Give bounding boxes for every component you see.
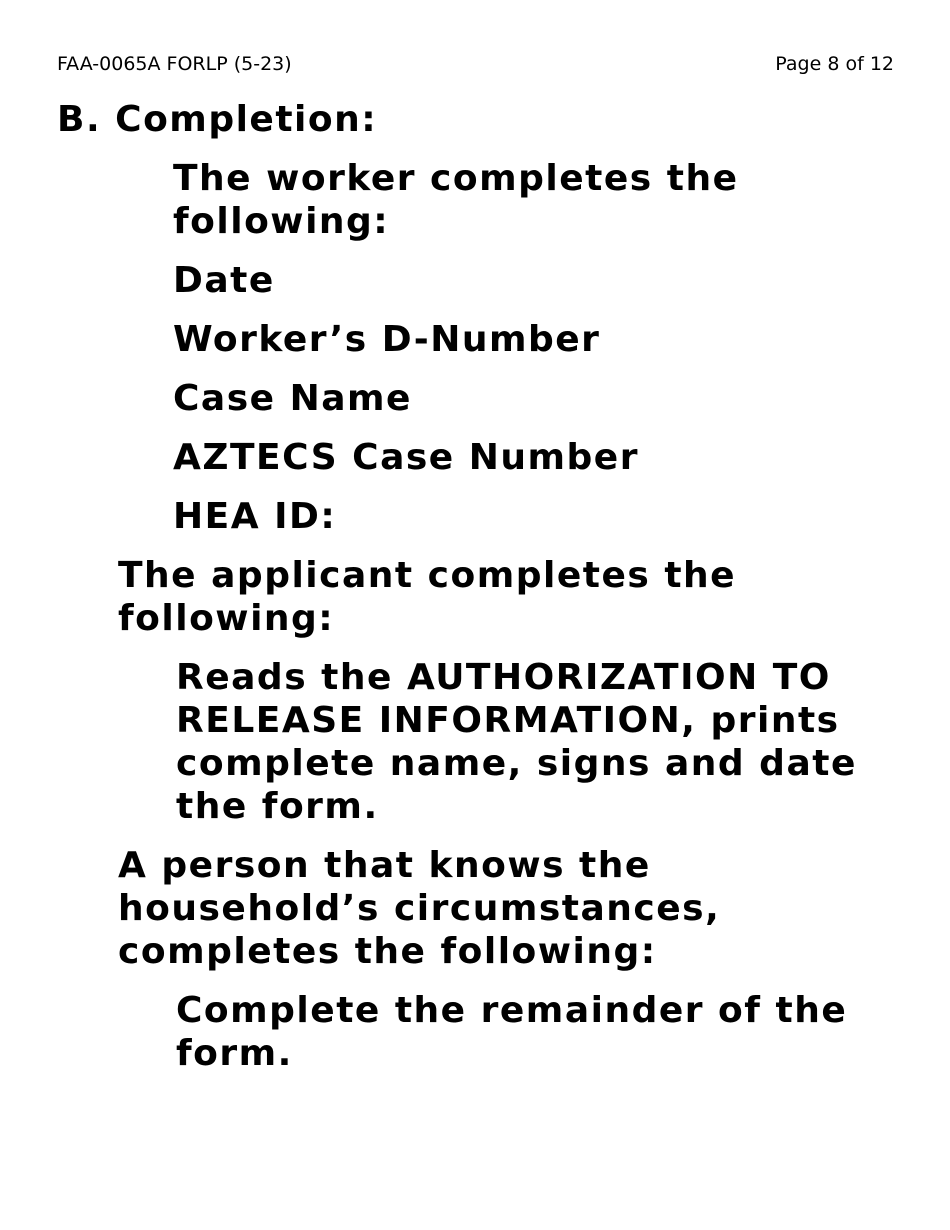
form-id: FAA-0065A FORLP (5-23) [57,53,292,75]
person-instruction: Complete the remainder of the form. [176,990,848,1074]
applicant-instruction: Reads the AUTHORIZATION TO RELEASE INFORMATION, prints complete name, signs and date the form. [176,657,857,827]
applicant-intro: The applicant completes the following: [118,555,737,639]
worker-item-d-number: Worker’s D-Number [173,319,601,360]
person-intro: A person that knows the household’s circumstances, completes the following: [118,845,721,972]
worker-item-case-name: Case Name [173,378,412,419]
page-header [57,53,894,75]
worker-item-hea-id: HEA ID: [173,496,337,537]
section-title: B. Completion: [57,99,378,140]
worker-item-date: Date [173,260,275,301]
page-number: Page 8 of 12 [775,53,894,75]
worker-intro: The worker completes the following: [173,158,739,242]
document-body [0,98,950,1091]
worker-item-aztecs-case-number: AZTECS Case Number [173,437,639,478]
